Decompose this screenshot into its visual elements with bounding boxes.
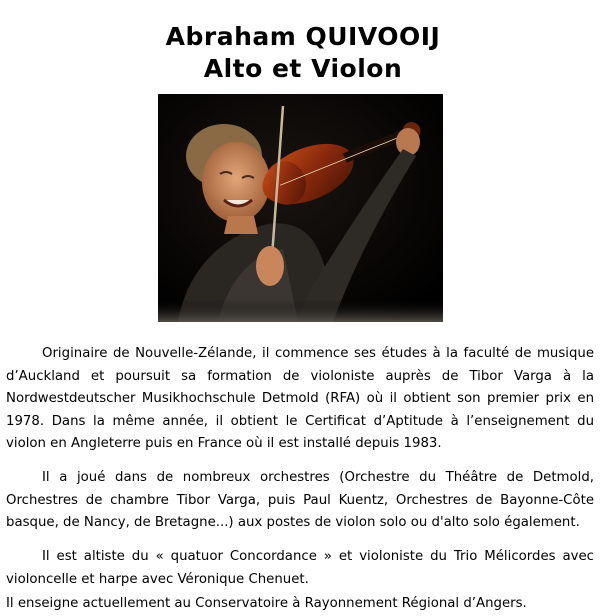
bio-text-1: Originaire de Nouvelle-Zélande, il commence ses études à la faculté de musique d’Auckland et poursuit sa formation de violoniste auprès de Tibor Varga à la Nordwestdeutscher Musikhochschule Detmold (RFA) où il obtient son premier prix en 1978. Dans la même année, il obtient le Certificat d’Aptitude à l’enseignement du violon en Angleterre puis en France où il est installé depuis 1983. (6, 346, 594, 452)
page-title: Abraham QUIVOOIJ (165, 22, 441, 51)
bio-paragraph-1 (6, 343, 594, 456)
bio-paragraph-4 (6, 593, 594, 616)
bio-paragraph-2 (6, 467, 594, 535)
bio-paragraph-3 (6, 546, 594, 591)
bio-text-3: Il est altiste du « quatuor Concordance » et violoniste du Trio Mélicordes avec violoncelle et harpe avec Véronique Chenuet. (6, 549, 594, 587)
page-subtitle: Alto et Violon (203, 54, 403, 83)
bio-text-4: Il enseigne actuellement au Conservatoire à Rayonnement Régional d’Angers. (6, 596, 527, 611)
bio-text-2: Il a joué dans de nombreux orchestres (Orchestre du Théâtre de Detmold, Orchestres de chambre Tibor Varga, puis Paul Kuentz, Orchestres de Bayonne-Côte basque, de Nancy, de Bretagne...) aux postes de violon solo ou d'alto solo également. (6, 470, 594, 531)
musician-photo (158, 94, 443, 322)
